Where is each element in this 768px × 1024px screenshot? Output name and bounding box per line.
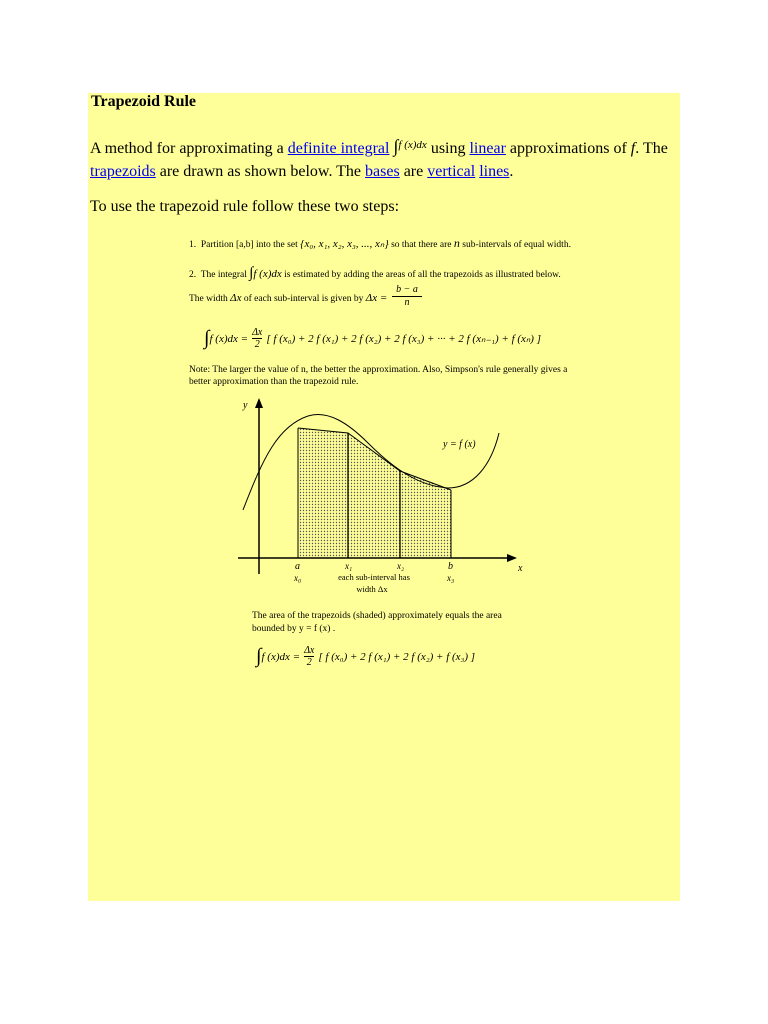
integral-expr: f (x)dx [398,139,427,151]
page-title: Trapezoid Rule [91,93,197,110]
trapezoid-graph [233,398,533,603]
step-text: Partition [a,b] into the set [200,240,298,250]
trapezoid-formula [204,325,541,350]
n-var: n [453,236,460,250]
steps-intro: To use the trapezoid rule follow these two steps: [90,198,400,215]
integral-expr: f (x)dx [253,268,282,280]
final-lhs: f (x)dx = [261,651,301,663]
coef-numerator: Δx [304,644,315,656]
note [189,364,567,388]
trapezoid-3 [400,471,451,558]
note-line: Note: The larger the value of n, the better the approximation. Also, Simpson's rule generally gives a [189,365,568,375]
formula-rhs: [ f (x₀) + 2 f (x₁) + 2 f (x₂) + 2 f (x₃) + ··· + 2 f (xₙ₋₁) + f (xₙ) ] [266,333,542,345]
link-definite-integral[interactable]: definite integral [287,140,390,157]
step-text: so that there are [391,240,452,250]
final-coef [304,645,314,668]
label-x0: x₀ [294,573,302,583]
label-x1: x₁ [345,561,353,571]
formula-coef [252,327,262,350]
label-a: a [295,561,300,572]
label-x3: x₃ [447,573,455,583]
f-italic: f [630,140,636,157]
width-text: The width [189,294,228,304]
inline-integral: ∫f (x)dx [393,136,427,156]
formula-lhs: f (x)dx = [209,333,249,345]
link-vertical[interactable]: vertical [427,163,476,180]
area-note-line: The area of the trapezoids (shaded) approximately equals the area [252,611,502,621]
intro-text: using [426,140,470,157]
partition-set: {x₀, x₁, x₂, x₃, ..., xₙ} [300,238,389,250]
link-lines[interactable]: lines [479,163,510,180]
step-2 [189,265,561,282]
intro-text: are [399,163,428,180]
label-b: b [448,561,453,572]
integral-sign: ∫ [204,327,210,349]
link-trapezoids[interactable]: trapezoids [90,163,156,180]
integral-sign: ∫ [256,645,262,667]
y-axis-label: y [243,400,248,411]
intro-text: . [509,163,514,180]
link-bases[interactable]: bases [365,163,400,180]
intro-text: are drawn as shown below. The [155,163,366,180]
note-line: better approximation than the trapezoid rule. [189,377,359,387]
fraction-numerator: b − a [392,284,422,297]
step-text: sub-intervals of equal width. [462,240,571,250]
step-text: is estimated by adding the areas of all the trapezoids as illustrated below. [284,270,561,280]
x-axis-label: x [518,563,523,574]
final-rhs: [ f (x₀) + 2 f (x₁) + 2 f (x₂) + f (x₃) ] [318,651,476,663]
width-line [189,292,387,304]
trapezoid-1 [298,428,348,558]
x-axis-arrow [507,554,517,562]
coef-numerator: Δx [252,326,263,338]
intro-text: A method for approximating a [90,140,288,157]
coef-denominator: 2 [306,656,312,668]
coef-denominator: 2 [254,338,260,350]
intro-text: approximations of [505,140,631,157]
label-x2: x₂ [397,561,405,571]
step-number: 2. [189,270,197,280]
area-note-line: bounded by y = f (x) . [252,624,336,634]
intro-paragraph [90,136,670,183]
final-formula [256,643,475,668]
dx-symbol: Δx [230,292,242,304]
y-axis-arrow [255,398,263,408]
curve-label: y = f (x) [443,439,476,450]
step-1 [189,236,571,251]
step-number: 1. [189,240,197,250]
link-linear[interactable]: linear [469,140,506,157]
integral-sign: ∫ [249,265,254,281]
document-page [88,93,680,901]
intro-text: . The [635,140,668,157]
width-text: of each sub-interval is given by [243,294,364,304]
graph-caption-2: width Δx [356,584,388,594]
step-text: The integral [200,270,247,280]
width-fraction [392,284,422,309]
fraction-denominator: n [404,297,410,308]
dx-eq: Δx = [365,292,388,304]
graph-caption-1: each sub-interval has [338,572,410,582]
area-note [252,610,502,636]
